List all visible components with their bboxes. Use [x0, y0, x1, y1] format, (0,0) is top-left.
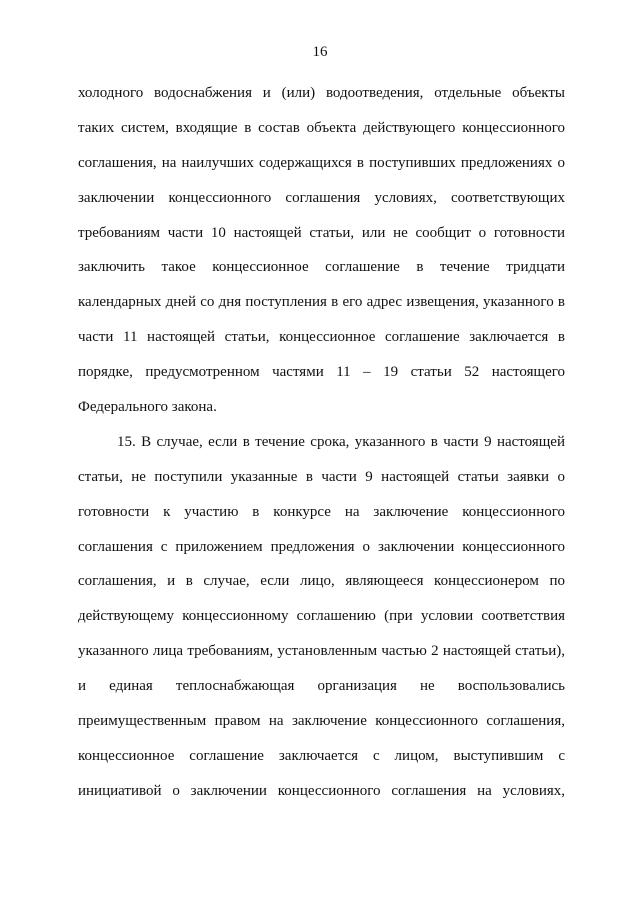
text-line: соглашения, и в случае, если лицо, являющееся концессионером по	[78, 573, 565, 590]
text-line: указанного лица требованиям, установленным частью 2 настоящей статьи),	[78, 643, 565, 660]
text-line: требованиям части 10 настоящей статьи, или не сообщит о готовности	[78, 224, 565, 241]
text-line-paragraph-end: Федерального закона.	[78, 399, 217, 416]
page-number: 16	[312, 44, 328, 60]
text-line: статьи, не поступили указанные в части 9 настоящей статьи заявки о	[78, 468, 565, 485]
text-line: и единая теплоснабжающая организация не воспользовались	[78, 678, 565, 695]
text-line: концессионное соглашение заключается с лицом, выступившим с	[78, 747, 565, 764]
text-line: заключении концессионного соглашения условиях, соответствующих	[78, 189, 565, 206]
text-line: соглашения с приложением предложения о заключении концессионного	[78, 538, 565, 555]
text-line: готовности к участию в конкурсе на заключение концессионного	[78, 503, 565, 520]
text-line: соглашения, на наилучших содержащихся в поступивших предложениях о	[78, 154, 565, 171]
text-line: инициативой о заключении концессионного соглашения на условиях,	[78, 782, 565, 799]
text-line: порядке, предусмотренном частями 11 – 19 статьи 52 настоящего	[78, 364, 565, 381]
text-line: заключить такое концессионное соглашение в течение тридцати	[78, 259, 565, 276]
text-line: действующему концессионному соглашению (при условии соответствия	[78, 608, 565, 625]
text-line: календарных дней со дня поступления в его адрес извещения, указанного в	[78, 294, 565, 311]
text-line: части 11 настоящей статьи, концессионное соглашение заключается в	[78, 329, 565, 346]
text-line: таких систем, входящие в состав объекта действующего концессионного	[78, 119, 565, 136]
text-line: холодного водоснабжения и (или) водоотведения, отдельные объекты	[78, 85, 565, 101]
document-body	[78, 76, 565, 809]
text-line-paragraph-start: 15. В случае, если в течение срока, указанного в части 9 настоящей	[117, 433, 565, 450]
text-line: преимущественным правом на заключение концессионного соглашения,	[78, 713, 565, 730]
